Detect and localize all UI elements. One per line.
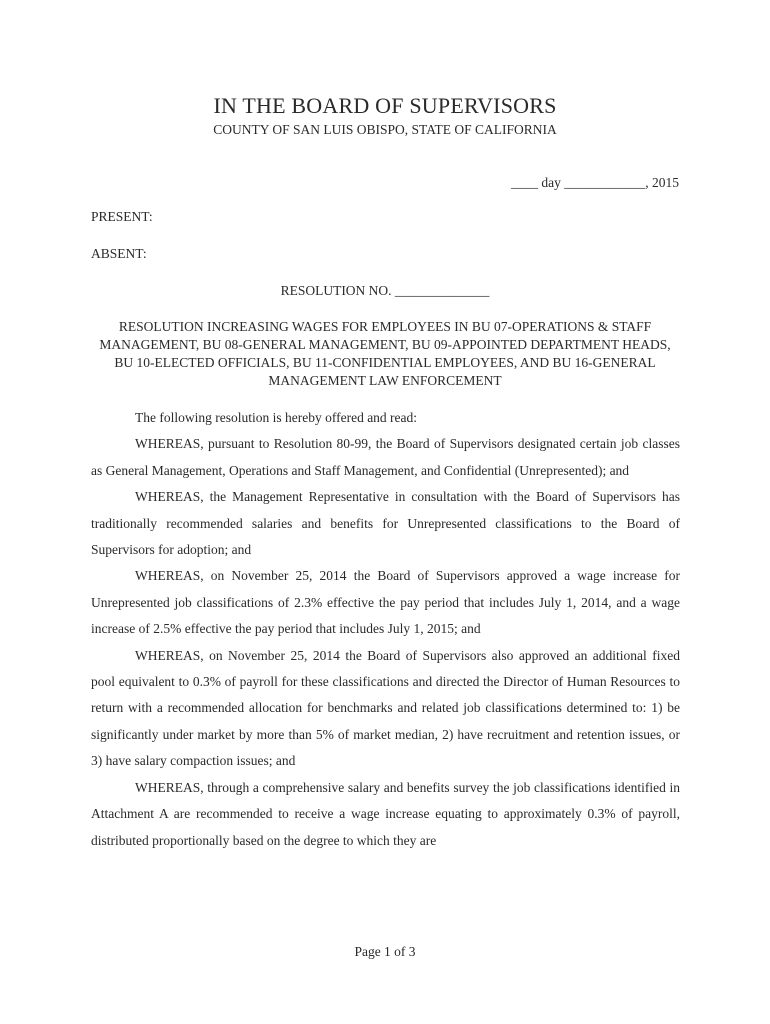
whereas-paragraph: WHEREAS, the Management Representative in consultation with the Board of Supervisors has traditionally recommended salaries and benefits for Unrepresented classifications to the Board of Supervisors for adoption; and (91, 489, 680, 558)
present-label: PRESENT: (91, 209, 153, 224)
absent-label: ABSENT: (91, 246, 147, 261)
resolution-body (91, 405, 680, 854)
page-title: IN THE BOARD OF SUPERVISORS (213, 93, 557, 118)
intro-paragraph: The following resolution is hereby offered and read: (135, 410, 418, 425)
whereas-paragraph: WHEREAS, on November 25, 2014 the Board of Supervisors approved a wage increase for Unrepresented job classifications of 2.3% effective the pay period that includes July 1, 2014, and a wage increase of 2.5% effective the pay period that includes July 1, 2015; and (91, 568, 680, 637)
whereas-paragraph: WHEREAS, pursuant to Resolution 80-99, the Board of Supervisors designated certain job classes as General Management, Operations and Staff Management, and Confidential (Unrepresented); and (91, 436, 680, 478)
resolution-title: RESOLUTION INCREASING WAGES FOR EMPLOYEES IN BU 07-OPERATIONS & STAFF MANAGEMENT, BU 08-GENERAL MANAGEMENT, BU 09-APPOINTED DEPARTMENT HEADS, BU 10-ELECTED OFFICIALS, BU 11-CONFIDENTIAL EMPLOYEES, AND BU 16-GENERAL MANAGEMENT LAW ENFORCEMENT (99, 319, 671, 388)
date-line: ____ day ____________, 2015 (511, 175, 679, 190)
page-subtitle: COUNTY OF SAN LUIS OBISPO, STATE OF CALIFORNIA (213, 122, 557, 137)
whereas-paragraph: WHEREAS, through a comprehensive salary and benefits survey the job classifications identified in Attachment A are recommended to receive a wage increase equating to approximately 0.3% of payroll, distributed proportionally based on the degree to which they are (91, 779, 680, 848)
whereas-paragraph: WHEREAS, on November 25, 2014 the Board of Supervisors also approved an additional fixed pool equivalent to 0.3% of payroll for these classifications and directed the Director of Human Resources to return with a recommended allocation for benchmarks and related job classifications determined to: 1) be significantly under market by more than 5% of market median, 2) have recruitment and retention issues, or 3) have salary compaction issues; and (91, 647, 680, 769)
resolution-number: RESOLUTION NO. ______________ (280, 283, 490, 298)
page-number: Page 1 of 3 (354, 944, 416, 959)
